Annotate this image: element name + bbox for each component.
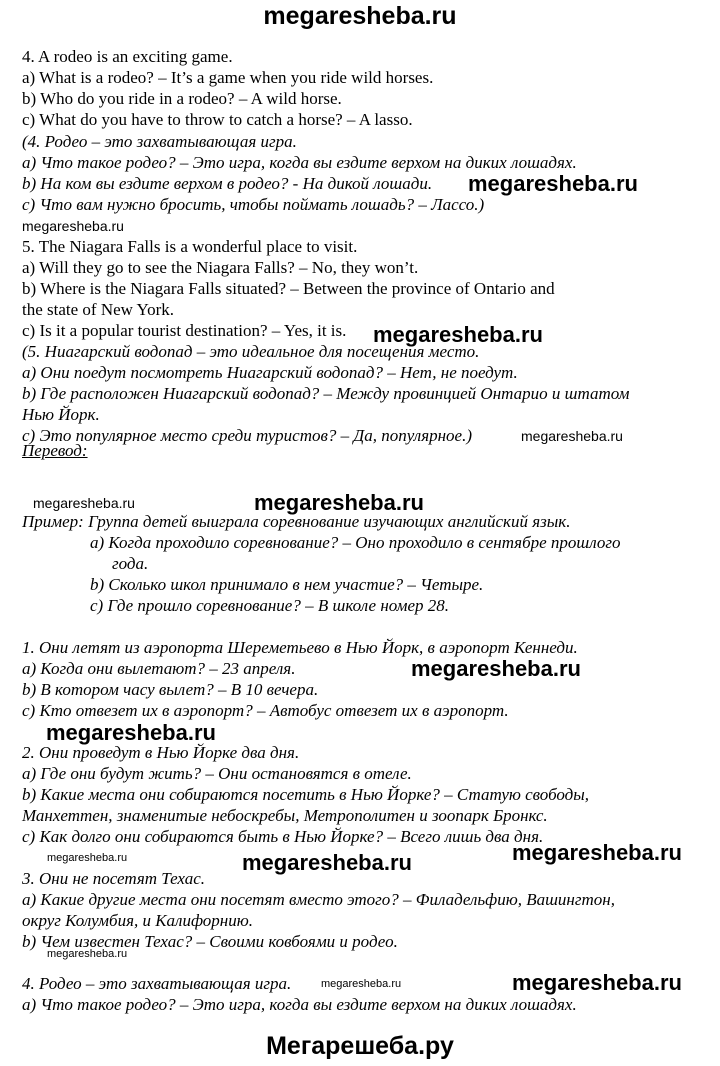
watermark: megaresheba.ru	[33, 495, 135, 511]
watermark: megaresheba.ru	[468, 171, 638, 196]
text-line: c) Как долго они собираются быть в Нью Йорке? – Всего лишь два дня.	[22, 827, 544, 846]
text-line: а) Что такое родео? – Это игра, когда вы ездите верхом на диких лошадях.	[22, 995, 577, 1014]
text-line: года.	[112, 554, 149, 573]
watermark: megaresheba.ru	[512, 970, 682, 995]
text-line: b) Where is the Niagara Falls situated? – Between the province of Ontario and	[22, 279, 555, 298]
text-line: а) Что такое родео? – Это игра, когда вы ездите верхом на диких лошадях.	[22, 153, 577, 172]
text-line: 4. A rodeo is an exciting game.	[22, 47, 233, 66]
text-line: 3. Они не посетят Техас.	[22, 869, 206, 888]
text-line: 1. Они летят из аэропорта Шереметьево в Нью Йорк, в аэропорт Кеннеди.	[22, 638, 578, 657]
text-line: 2. Они проведут в Нью Йорке два дня.	[22, 743, 300, 762]
text-line: а) Они поедут посмотреть Ниагарский водопад? – Нет, не поедут.	[22, 363, 518, 382]
text-line: b) В котором часу вылет? – В 10 вечера.	[22, 680, 319, 699]
watermark: megaresheba.ru	[242, 850, 412, 875]
watermark: megaresheba.ru	[321, 978, 402, 990]
watermark: megaresheba.ru	[254, 490, 424, 515]
text-line: b) Чем известен Техас? – Своими ковбоями и родео.	[22, 932, 398, 951]
text-line: c) Кто отвезет их в аэропорт? – Автобус отвезет их в аэропорт.	[22, 701, 509, 720]
text-line: c) Где прошло соревнование? – В школе номер 28.	[90, 596, 450, 615]
text-line: (4. Родео – это захватывающая игра.	[22, 132, 297, 151]
text-line: a) Will they go to see the Niagara Falls? – No, they won’t.	[22, 258, 419, 277]
text-line: c) Это популярное место среди туристов? – Да, популярное.)	[22, 426, 472, 445]
watermark: megaresheba.ru	[47, 948, 128, 960]
text-line: округ Колумбия, и Калифорнию.	[22, 911, 253, 930]
text-line: b) Какие места они собираются посетить в Нью Йорке? – Статую свободы,	[22, 785, 590, 804]
site-header: megaresheba.ru	[263, 2, 457, 30]
text-line: b) Сколько школ принимало в нем участие? – Четыре.	[90, 575, 484, 594]
text-line: the state of New York.	[22, 300, 175, 319]
text-line: b) Где расположен Ниагарский водопад? – Между провинцией Онтарио и штатом	[22, 384, 630, 403]
text-line: 5. The Niagara Falls is a wonderful place to visit.	[22, 237, 358, 256]
text-line: а) Где они будут жить? – Они остановятся в отеле.	[22, 764, 412, 783]
watermark: megaresheba.ru	[521, 428, 623, 444]
text-line: b) На ком вы ездите верхом в родео? - На дикой лошади.	[22, 174, 433, 193]
watermark: megaresheba.ru	[512, 840, 682, 865]
text-line: а) Когда они вылетают? – 23 апреля.	[22, 659, 296, 678]
watermark: megaresheba.ru	[411, 656, 581, 681]
text-line: а) Когда проходило соревнование? – Оно проходило в сентябре прошлого	[90, 533, 621, 552]
text-line: c) What do you have to throw to catch a horse? – A lasso.	[22, 110, 413, 129]
text-line: (5. Ниагарский водопад – это идеальное для посещения место.	[22, 342, 480, 361]
watermark: megaresheba.ru	[373, 322, 543, 347]
text-line: а) Какие другие места они посетят вместо этого? – Филадельфию, Вашингтон,	[22, 890, 615, 909]
section-heading: Перевод:	[22, 441, 88, 460]
text-line: c) Что вам нужно бросить, чтобы поймать лошадь? – Лассо.)	[22, 195, 485, 214]
text-line: b) Who do you ride in a rodeo? – A wild horse.	[22, 89, 342, 108]
text-line: 4. Родео – это захватывающая игра.	[22, 974, 292, 993]
watermark: megaresheba.ru	[46, 720, 216, 745]
watermark: megaresheba.ru	[47, 852, 128, 864]
text-line: Нью Йорк.	[22, 405, 100, 424]
text-line: Пример: Группа детей выиграла соревнование изучающих английский язык.	[22, 512, 571, 531]
site-footer: Мегарешеба.ру	[266, 1032, 454, 1060]
text-line: Манхеттен, знаменитые небоскребы, Метрополитен и зоопарк Бронкс.	[22, 806, 548, 825]
watermark: megaresheba.ru	[22, 218, 124, 234]
text-line: c) Is it a popular tourist destination? – Yes, it is.	[22, 321, 347, 340]
text-line: a) What is a rodeo? – It’s a game when you ride wild horses.	[22, 68, 434, 87]
